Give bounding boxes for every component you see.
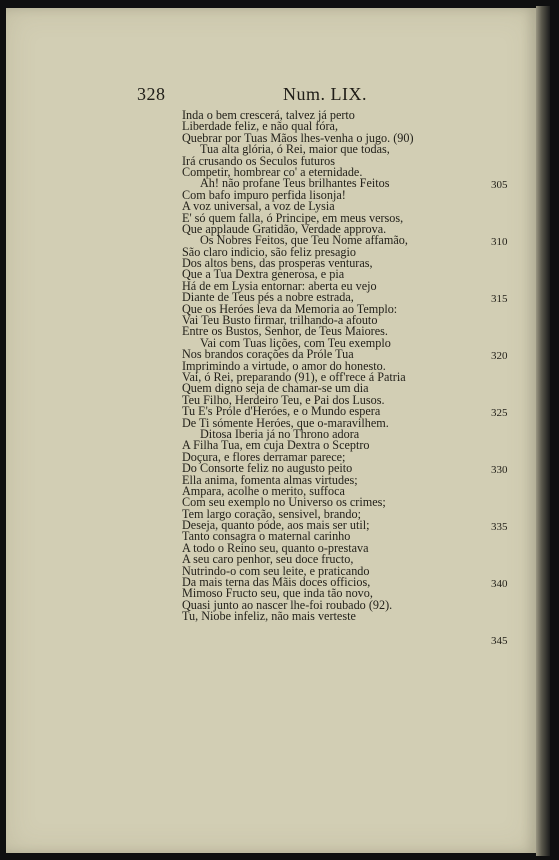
page-edge xyxy=(536,6,550,856)
verse-line: Nos brandos corações da Próle Tua xyxy=(182,347,354,362)
verse-line: Tanto consagra o maternal carinho xyxy=(182,529,351,544)
margin-line-number: 310 xyxy=(491,236,508,248)
verse-line: Quebrar por Tuas Mãos lhes-venha o jugo. (90) xyxy=(182,130,414,145)
verse-line: Com seu exemplo no Universo os crimes; xyxy=(182,495,386,510)
verse-line: Tua alta glória, ó Rei, maior que todas, xyxy=(200,142,390,157)
page-number: 328 xyxy=(137,84,166,104)
verse-line: A seu caro penhor, seu doce fructo, xyxy=(182,552,354,567)
verse-line: Os Nobres Feitos, que Teu Nome affamão, xyxy=(200,233,408,248)
verse-line: Ah! não profane Teus brilhantes Feitos xyxy=(200,176,390,191)
verse-line: Liberdade feliz, e não qual fóra, xyxy=(182,119,338,134)
verse-line: Inda o bem crescerá, talvez já perto xyxy=(182,108,355,122)
verse-line: A voz universal, a voz de Lysia xyxy=(182,199,335,214)
verse-line: Tem largo coração, sensivel, brando; xyxy=(182,506,361,521)
verse-line: Deseja, quanto póde, aos mais ser util; xyxy=(182,518,370,533)
margin-line-number: 325 xyxy=(491,407,508,419)
poem-text xyxy=(182,110,502,623)
verse-line: São claro indicio, são feliz presagio xyxy=(182,244,356,259)
verse-line: Doçura, e flores derramar parece; xyxy=(182,449,346,464)
verse-line: De Ti sómente Heróes, que o-maravilhem. xyxy=(182,415,389,430)
verse-line: Ditosa Iberia já no Throno adora xyxy=(200,426,360,441)
verse-line: Competir, hombrear co' a eternidade. xyxy=(182,164,363,179)
verse-line: Com bafo impuro perfida lisonja! xyxy=(182,187,346,202)
verse-line: Teu Filho, Herdeiro Teu, e Pai dos Lusos. xyxy=(182,392,385,407)
margin-line-number: 330 xyxy=(491,464,508,476)
verse-line: Quasi junto ao nascer lhe-foi roubado (92). xyxy=(182,597,393,612)
verse-line: Irá crusando os Seculos futuros xyxy=(182,153,335,168)
verse-line: Vai Teu Busto firmar, trilhando-a afouto xyxy=(182,313,378,328)
margin-line-number: 315 xyxy=(491,293,508,305)
verse-line: A todo o Reino seu, quanto o-prestava xyxy=(182,540,369,555)
margin-line-number: 340 xyxy=(491,578,508,590)
margin-line-number: 335 xyxy=(491,521,508,533)
verse-line: Dos altos bens, das prosperas venturas, xyxy=(182,256,373,271)
verse-line: A Filha Tua, em cuja Dextra o Sceptro xyxy=(182,438,370,453)
verse-line: Da mais terna das Mãis doces officios, xyxy=(182,575,371,590)
verse-line: Ampara, acolhe o merito, suffoca xyxy=(182,483,345,498)
verse-line: Que os Heróes leva da Memoria ao Templo: xyxy=(182,301,398,316)
margin-line-number: 305 xyxy=(491,179,508,191)
verse-line: Vai, ó Rei, preparando (91), e off'rece á Patria xyxy=(182,369,406,384)
verse-line: Que a Tua Dextra generosa, e pia xyxy=(182,267,345,282)
verse-line: Nutrindo-o com seu leite, e praticando xyxy=(182,563,370,578)
running-head: Num. LIX. xyxy=(283,84,367,104)
verse-line: Vai com Tuas lições, com Teu exemplo xyxy=(200,335,391,350)
verse-line: Ella anima, fomenta almas virtudes; xyxy=(182,472,358,487)
verse-line: Que applaude Gratidão, Verdade approva. xyxy=(182,221,387,236)
verse-line: Mimoso Fructo seu, que inda tão novo, xyxy=(182,586,373,601)
verse-line: E' só quem falla, ó Principe, em meus versos, xyxy=(182,210,404,225)
verse-line: Entre os Bustos, Senhor, de Teus Maiores. xyxy=(182,324,388,339)
margin-line-number: 345 xyxy=(491,635,508,647)
verse-line: Há de em Lysia entornar: aberta eu vejo xyxy=(182,278,377,293)
verse-line: Imprimindo a virtude, o amor do honesto. xyxy=(182,358,386,373)
verse-line: Tu, Niobe infeliz, não mais verteste xyxy=(182,609,356,624)
margin-line-number: 320 xyxy=(491,350,508,362)
verse-line: Do Consorte feliz no augusto peito xyxy=(182,461,353,476)
verse-line: Tu E's Próle d'Heróes, e o Mundo espera xyxy=(182,404,381,419)
verse-line: Quem digno seja de chamar-se um dia xyxy=(182,381,369,396)
verse-line: Diante de Teus pés a nobre estrada, xyxy=(182,290,354,305)
